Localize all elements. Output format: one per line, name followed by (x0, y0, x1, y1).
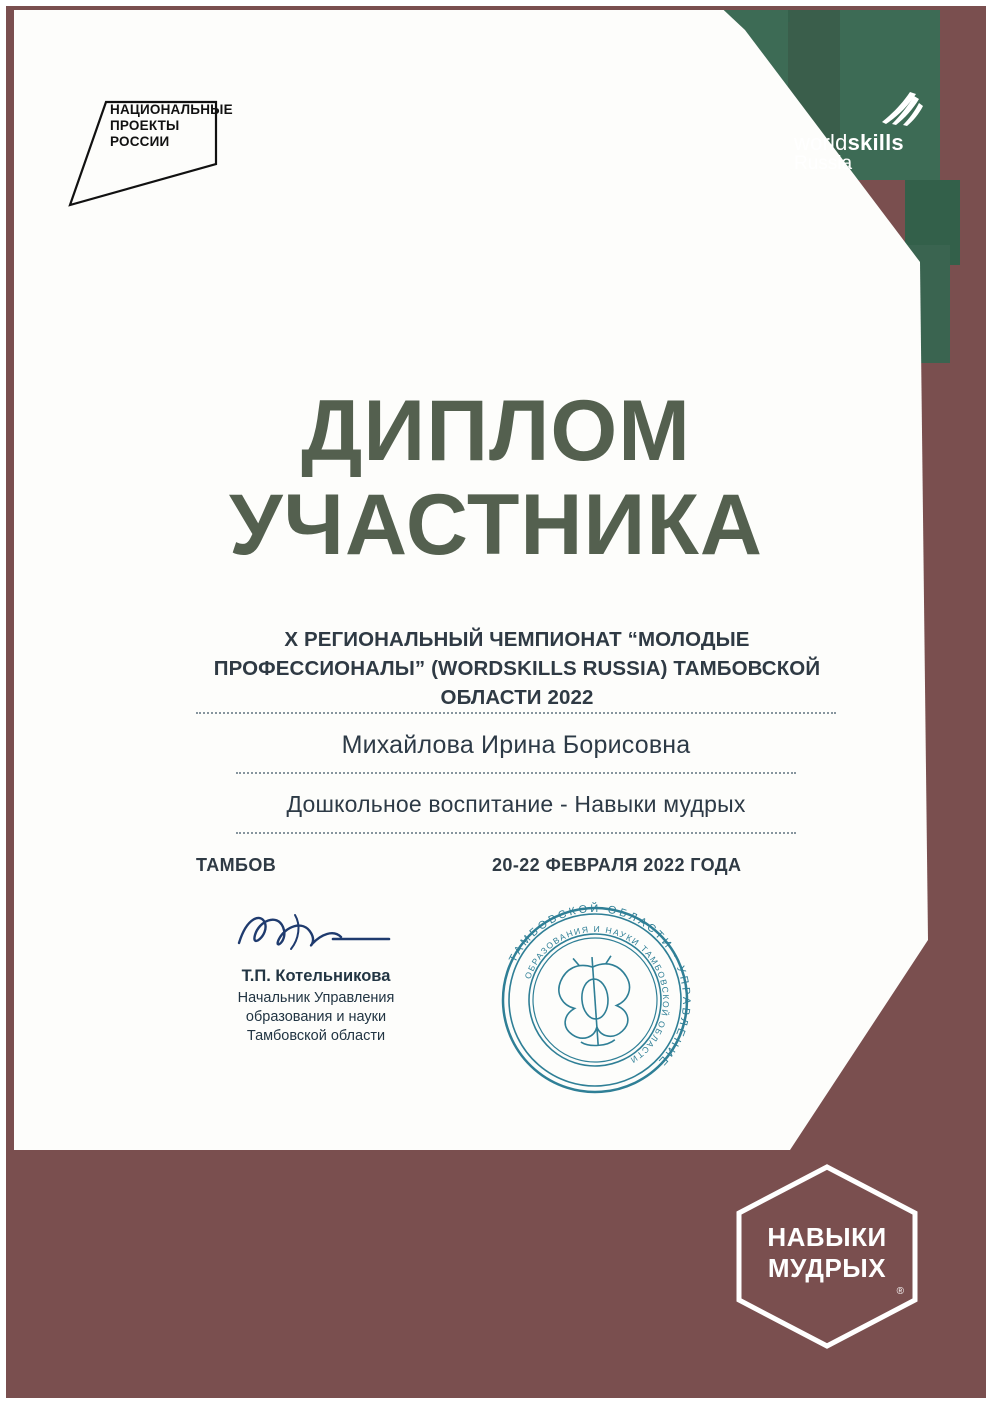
badge-line-1: НАВЫКИ (767, 1222, 887, 1252)
page-title: ДИПЛОМ (301, 383, 691, 479)
worldskills-logo (794, 98, 934, 174)
worldskills-word-2: skills (847, 130, 904, 155)
svg-text:ТАМБОВСКОЙ ОБЛАСТИ · УПРАВЛЕНИ: ТАМБОВСКОЙ ОБЛАСТИ · УПРАВЛЕНИЕ (507, 902, 693, 1070)
championship-subtitle: X РЕГИОНАЛЬНЫЙ ЧЕМПИОНАТ “МОЛОДЫЕ ПРОФЕССИОНАЛЫ” (WORDSKILLS RUSSIA) ТАМБОВСКОЙ ОБЛАСТИ 2022 (213, 628, 821, 709)
national-projects-logo-text (110, 102, 233, 150)
signer-role (196, 989, 436, 1046)
np-line-1: НАЦИОНАЛЬНЫЕ (110, 102, 233, 117)
np-line-2: ПРОЕКТЫ (110, 118, 180, 133)
worldskills-subtitle: Russia (794, 153, 853, 174)
badge-line-2: МУДРЫХ (767, 1253, 887, 1283)
official-stamp-icon (483, 888, 707, 1112)
handwritten-signature-icon (221, 905, 411, 965)
signer-role-line-2: образования и науки (245, 1009, 387, 1025)
national-projects-logo (68, 92, 233, 207)
np-line-3: РОССИИ (110, 134, 170, 149)
divider-dotted (236, 772, 796, 774)
recipient-name: Михайлова Ирина Борисовна (341, 731, 691, 759)
signature-block (196, 905, 436, 1046)
certificate-title-block (0, 385, 992, 573)
worldskills-wordmark (794, 132, 934, 154)
svg-text:ОБРАЗОВАНИЯ И НАУКИ ТАМБОВСКОЙ: ОБРАЗОВАНИЯ И НАУКИ ТАМБОВСКОЙ ОБЛАСТИ (522, 923, 672, 1066)
badge-registered-mark: ® (896, 1286, 904, 1297)
worldskills-mark-icon (876, 88, 926, 128)
dates-label: 20-22 ФЕВРАЛЯ 2022 ГОДА (492, 855, 742, 875)
signer-role-line-3: Тамбовской области (246, 1028, 386, 1044)
divider-dotted (196, 712, 836, 714)
maroon-left-edge (0, 0, 14, 1404)
divider-dotted (236, 832, 796, 834)
worldskills-word-1: world (794, 130, 848, 155)
badge-text (732, 1222, 922, 1284)
maroon-top-edge (0, 0, 992, 10)
competence-name: Дошкольное воспитание - Навыки мудрых (286, 791, 746, 817)
skills-of-the-wise-badge (732, 1164, 922, 1349)
signer-role-line-1: Начальник Управления (237, 990, 395, 1006)
city-label: ТАМБОВ (196, 855, 277, 875)
signer-name: Т.П. Котельникова (241, 967, 391, 985)
page-subtitle-main: УЧАСТНИКА (229, 477, 763, 573)
